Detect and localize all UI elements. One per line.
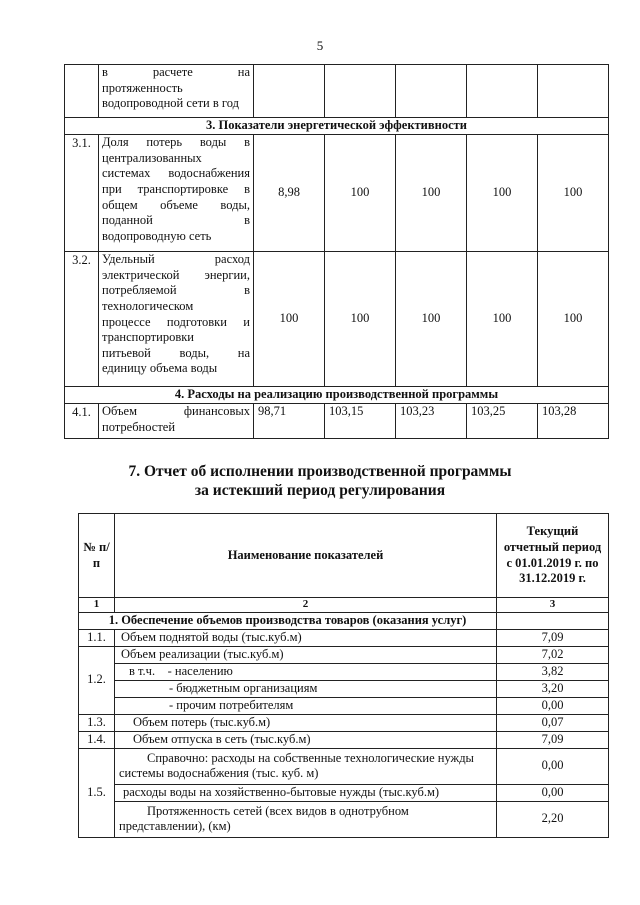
row-value: 3,82: [497, 663, 609, 680]
header-number: № п/п: [79, 514, 115, 598]
table-row: [79, 663, 609, 680]
row-number: 1.5.: [79, 748, 115, 837]
row-description: Удельный расход электрической энергии, потребляемой в технологическом процессе подготовки и транспортировки питьевой воды, на единицу объема воды: [99, 252, 254, 387]
row-name: Объем отпуска в сеть (тыс.куб.м): [115, 731, 497, 748]
value-cell: 103,15: [325, 404, 396, 439]
row-name: расходы воды на хозяйственно-бытовые нужды (тыс.куб.м): [115, 784, 497, 801]
row-name: Объем реализации (тыс.куб.м): [115, 646, 497, 663]
index-cell: 3: [497, 598, 609, 613]
section-7-title: 7. Отчет об исполнении производственной программы за истекший период регулирования: [128, 463, 512, 500]
row-number: 3.2.: [65, 252, 99, 387]
row-name: Объем поднятой воды (тыс.куб.м): [115, 629, 497, 646]
row-description: Доля потерь воды в централизованных системах водоснабжения при транспортировке в общем объеме воды, поданной в водопроводную сеть: [99, 135, 254, 252]
value-cell: 100: [538, 135, 609, 252]
row-number: 4.1.: [65, 404, 99, 439]
row-value: 3,20: [497, 680, 609, 697]
value-cell: 8,98: [254, 135, 325, 252]
value-cell: 103,28: [538, 404, 609, 439]
row-number: 1.3.: [79, 714, 115, 731]
index-row: [79, 598, 609, 613]
section-heading: 4. Расходы на реализацию производственной программы: [65, 387, 609, 404]
value-cell: 98,71: [254, 404, 325, 439]
row-value: 0,00: [497, 697, 609, 714]
value-cell: 100: [325, 135, 396, 252]
row-name: Справочно: расходы на собственные технологические нужды системы водоснабжения (тыс. куб. м): [115, 748, 497, 784]
value-cell: 100: [325, 252, 396, 387]
value-cell: 100: [538, 252, 609, 387]
table-row: [79, 646, 609, 663]
value-cell: 103,25: [467, 404, 538, 439]
table-row: [65, 252, 609, 387]
row-name: Объем потерь (тыс.куб.м): [115, 714, 497, 731]
row-number: 1.2.: [79, 646, 115, 714]
table-row: [79, 731, 609, 748]
row-number: 1.4.: [79, 731, 115, 748]
report-table: [78, 513, 609, 838]
table-row: [79, 629, 609, 646]
section-row: [65, 118, 609, 135]
table-row: [79, 697, 609, 714]
row-description: Объем финансовых потребностей: [99, 404, 254, 439]
table-row: [79, 680, 609, 697]
section-row: [65, 387, 609, 404]
row-value: 2,20: [497, 801, 609, 837]
row-name: - бюджетным организациям: [115, 680, 497, 697]
row-value: 0,00: [497, 784, 609, 801]
value-cell: 100: [396, 252, 467, 387]
section-row: [79, 612, 609, 629]
value-cell: 100: [396, 135, 467, 252]
row-name: в т.ч. - населению: [115, 663, 497, 680]
value-cell: 100: [467, 252, 538, 387]
page-number: 5: [316, 38, 324, 53]
table-row: [65, 135, 609, 252]
row-value: 7,09: [497, 629, 609, 646]
indicators-table-continued: [64, 64, 609, 439]
row-value: 7,02: [497, 646, 609, 663]
value-cell: 103,23: [396, 404, 467, 439]
index-cell: 2: [115, 598, 497, 613]
header-row: [79, 514, 609, 598]
table-row: [65, 404, 609, 439]
row-value: 7,09: [497, 731, 609, 748]
table-row: [79, 748, 609, 784]
section-heading: 3. Показатели энергетической эффективности: [65, 118, 609, 135]
value-cell: 100: [254, 252, 325, 387]
index-cell: 1: [79, 598, 115, 613]
table-row: [79, 714, 609, 731]
row-value: 0,00: [497, 748, 609, 784]
table-row: [79, 784, 609, 801]
row-name: - прочим потребителям: [115, 697, 497, 714]
table-row: [65, 65, 609, 118]
table-row: [79, 801, 609, 837]
row-name: Протяженность сетей (всех видов в однотрубном представлении), (км): [115, 801, 497, 837]
section-heading: 1. Обеспечение объемов производства товаров (оказания услуг): [79, 612, 497, 629]
row-number: 3.1.: [65, 135, 99, 252]
row-description: в расчете на протяженность водопроводной сети в год: [99, 65, 254, 118]
value-cell: 100: [467, 135, 538, 252]
header-period: Текущий отчетный период с 01.01.2019 г. по 31.12.2019 г.: [497, 514, 609, 598]
row-value: 0,07: [497, 714, 609, 731]
row-number: 1.1.: [79, 629, 115, 646]
header-name: Наименование показателей: [115, 514, 497, 598]
